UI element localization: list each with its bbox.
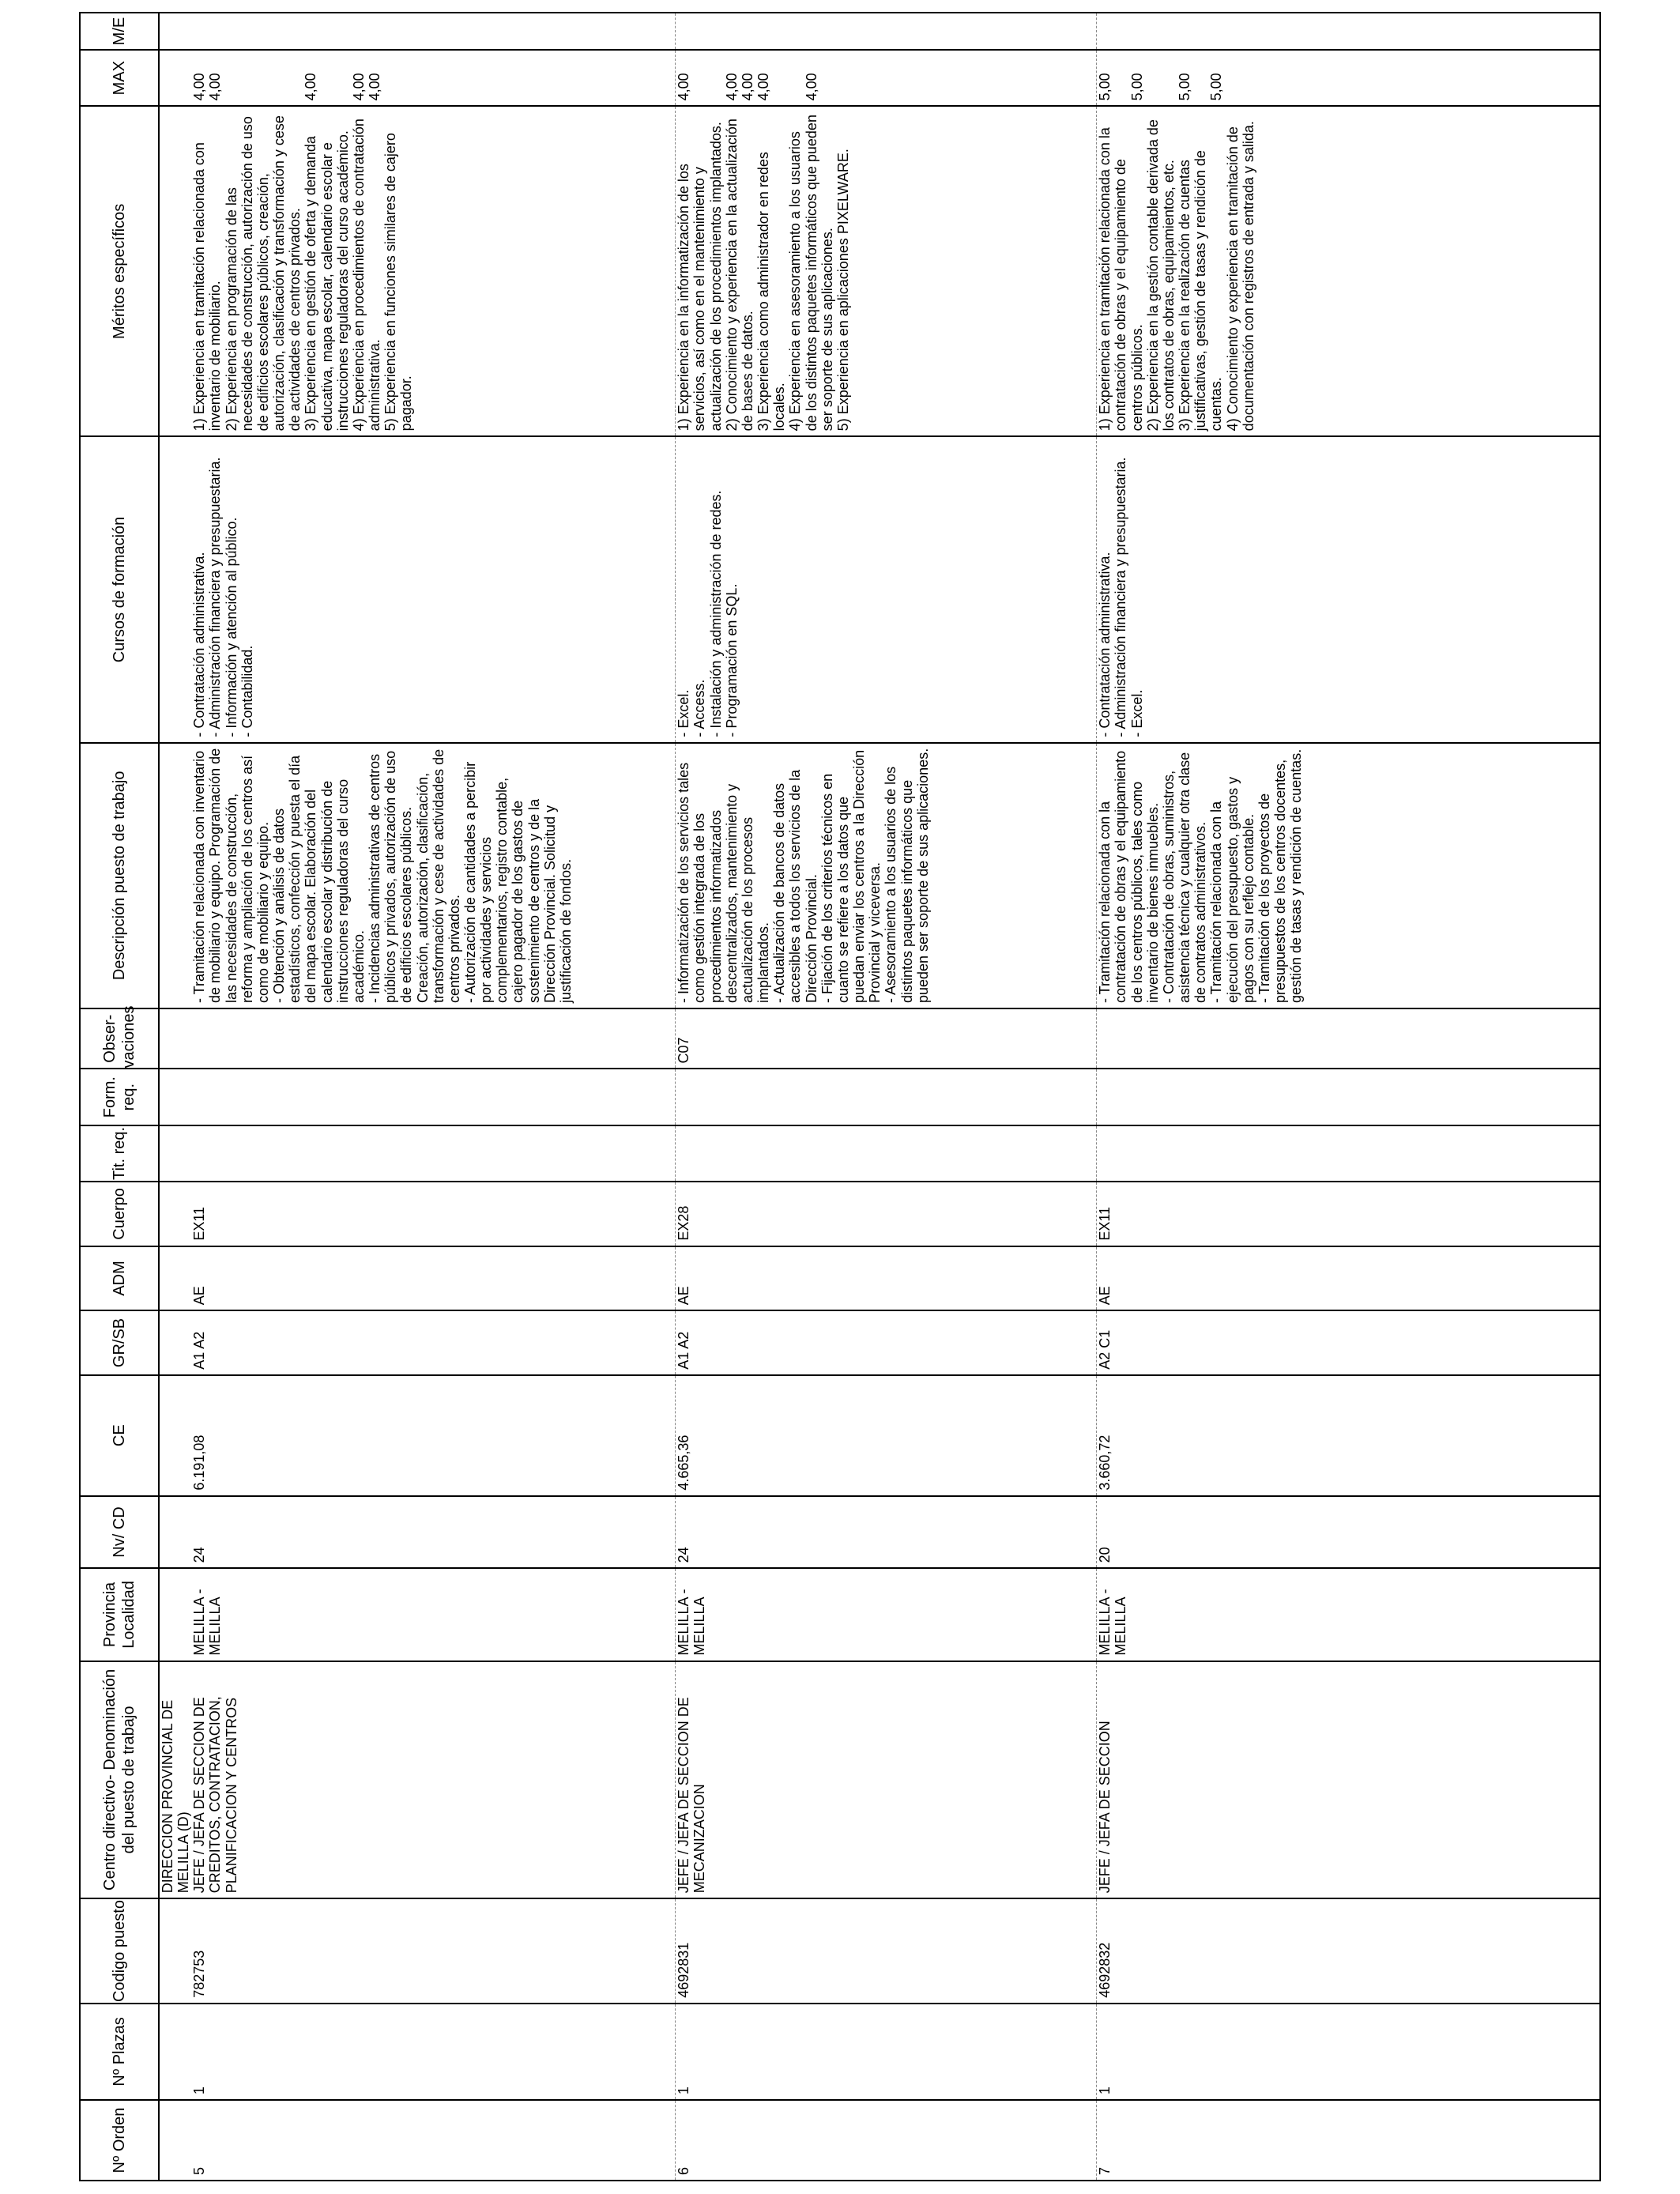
curso-item: - Contratación administrativa.: [1097, 552, 1113, 737]
nivel-cell: 24: [191, 1496, 676, 1569]
ce-cell: 6.191,08: [191, 1375, 676, 1496]
grsb-cell: A1 A2: [191, 1310, 676, 1375]
merito-item: 4) Experiencia en procedimientos de contratación administrativa.: [350, 115, 383, 432]
merito-item: 4) Experiencia en asesoramiento a los usuarios de los distintos paquetes informáticos que pueden ser soporte de sus aplicaciones.: [787, 111, 835, 432]
form-cell: [676, 1069, 1097, 1125]
orden-cell: 7: [1097, 2100, 1601, 2181]
centro-directivo-row: [159, 13, 191, 2181]
orden-cell: 5: [191, 2100, 676, 2181]
cuerpo-cell: EX11: [191, 1182, 676, 1246]
curso-item: - Access.: [691, 679, 708, 737]
merito-item: 3) Experiencia como administrador en redes locales.: [755, 148, 788, 432]
merito-item: 1) Experiencia en tramitación relacionada con inventario de mobiliario.: [191, 138, 224, 432]
cuerpo-cell: EX11: [1097, 1182, 1601, 1246]
adm-cell: AE: [191, 1246, 676, 1311]
ce-cell: 3.660,72: [1097, 1375, 1601, 1496]
cursos-cell: [191, 436, 676, 742]
centro-directivo: DIRECCION PROVINCIAL DE MELILLA (D): [159, 1661, 191, 1899]
me-cell: [1097, 13, 1601, 50]
plazas-cell: 1: [1097, 2004, 1601, 2100]
merito-item: 2) Conocimiento y experiencia en la actualización de bases de datos.: [723, 115, 755, 432]
denominacion-cell: JEFE / JEFA DE SECCION DE MECANIZACION: [676, 1661, 1097, 1899]
max-cell: 5,00 5,00 5,00 5,00: [1097, 50, 1601, 106]
orden-cell: 6: [676, 2100, 1097, 2181]
max-cell: 4,00 4,00 4,00 4,00 4,00: [191, 50, 676, 106]
header-provincia: Provincia Localidad: [80, 1568, 159, 1661]
curso-item: - Contabilidad.: [239, 645, 255, 737]
meritos-cell: [676, 106, 1097, 436]
me-cell: [676, 13, 1097, 50]
header-plazas: Nº Plazas: [80, 2004, 159, 2100]
header-me: M/E: [80, 13, 159, 50]
curso-item: - Programación en SQL.: [723, 583, 740, 737]
grsb-cell: A2 C1: [1097, 1310, 1601, 1375]
header-obs: Obser- vaciones: [80, 1008, 159, 1069]
codigo-cell: 4692832: [1097, 1898, 1601, 2004]
max-cell: 4,00 4,00 4,00 4,00 4,00: [676, 50, 1097, 106]
descripcion-cell: [1097, 743, 1601, 1008]
form-cell: [1097, 1069, 1601, 1125]
meritos-cell: [1097, 106, 1601, 436]
merito-item: 4) Conocimiento y experiencia en tramitación de documentación con registros de entrada y salida.: [1224, 121, 1256, 432]
puestos-table: [79, 12, 1601, 2181]
header-nivel: Nv/ CD: [80, 1496, 159, 1569]
header-grsb: GR/SB: [80, 1310, 159, 1375]
codigo-cell: 4692831: [676, 1898, 1097, 2004]
descripcion-cell: [676, 743, 1097, 1008]
header-form: Form. req.: [80, 1069, 159, 1125]
obs-cell: C07: [676, 1008, 1097, 1069]
curso-item: - Excel.: [1128, 689, 1145, 737]
descripcion-cell: [191, 743, 676, 1008]
header-cursos: Cursos de formación: [80, 436, 159, 742]
header-adm: ADM: [80, 1246, 159, 1311]
header-centro: Centro directivo- Denominación del puesto de trabajo: [80, 1661, 159, 1899]
obs-cell: [1097, 1008, 1601, 1069]
plazas-cell: 1: [676, 2004, 1097, 2100]
merito-item: 1) Experiencia en tramitación relacionada con la contratación de obras y el equipamiento de centros públicos.: [1097, 123, 1145, 432]
header-orden: Nº Orden: [80, 2100, 159, 2181]
nivel-cell: 24: [676, 1496, 1097, 1569]
denominacion-cell: JEFE / JEFA DE SECCION: [1097, 1661, 1601, 1899]
plazas-cell: 1: [191, 2004, 676, 2100]
ce-cell: 4.665,36: [676, 1375, 1097, 1496]
tit-cell: [1097, 1125, 1601, 1182]
adm-cell: AE: [676, 1246, 1097, 1311]
curso-item: - Administración financiera y presupuestaria.: [207, 457, 224, 737]
provincia-cell: MELILLA - MELILLA: [676, 1568, 1097, 1661]
cuerpo-cell: EX28: [676, 1182, 1097, 1246]
merito-item: 5) Experiencia en funciones similares de cajero pagador.: [382, 129, 415, 432]
denominacion-cell: JEFE / JEFA DE SECCION DE CREDITOS, CONTRATACION, PLANIFICACION Y CENTROS: [191, 1661, 676, 1899]
form-cell: [191, 1069, 676, 1125]
merito-item: 3) Experiencia en gestión de oferta y demanda educativa, mapa escolar, calendario escolar e instrucciones reguladoras del curso académico.: [303, 130, 351, 432]
curso-item: - Excel.: [676, 689, 692, 737]
table-row: [191, 13, 676, 2181]
table-row: [1097, 13, 1601, 2181]
table-row: [676, 13, 1097, 2181]
curso-item: - Contratación administrativa.: [191, 552, 208, 737]
merito-item: 2) Experiencia en programación de las necesidades de construcción, autorización de uso de edificios escolares públicos, creación, autorización, clasificación y transformación y cese de actividades de centros privados.: [223, 111, 303, 432]
header-descripcion: Descripción puesto de trabajo: [80, 743, 159, 1008]
merito-item: 3) Experiencia en la realización de cuentas justificativas, gestión de tasas y rendición de cuentas.: [1177, 146, 1225, 432]
descripcion-text: - Tramitación relacionada con inventario de mobiliario y equipo. Programación de las necesidades de construcción, reforma y ampliación de los centros así como de mobiliario y equipo. - Obtención y análisis de datos estadísticos, confección y puesta el día del mapa escolar. Elaboración del calendario escolar y distribución de instrucciones reguladoras del curso académico. - Incidencias administrativas de centros públicos y privados, autorización de uso de edificios escolares públicos. Creación, autorización, clasificación, transformación y cese de actividades de centros privados. - Autorización de cantidades a percibir por actividades y servicios complementarios, registro contable, cajero pagador de los gastos de sostenimiento de centros y de la Dirección Provincial. Solicitud y justificación de fondos.: [191, 748, 574, 1004]
provincia-cell: MELILLA - MELILLA: [1097, 1568, 1601, 1661]
adm-cell: AE: [1097, 1246, 1601, 1311]
header-meritos: Méritos específicos: [80, 106, 159, 436]
codigo-cell: 782753: [191, 1898, 676, 2004]
header-codigo: Codigo puesto: [80, 1898, 159, 2004]
header-tit: Tit. req.: [80, 1125, 159, 1182]
meritos-cell: [191, 106, 676, 436]
obs-cell: [191, 1008, 676, 1069]
merito-item: 2) Experiencia en la gestión contable derivada de los contratos de obras, equipamientos, etc.: [1144, 115, 1177, 432]
descripcion-text: - Tramitación relacionada con la contratación de obras y el equipamiento de los centros públicos, tales como inventario de bienes inmuebles. - Contratación de obras, suministros, asistencia técnica y cualquier otra clase de contratos administrativos. - Tramitación relacionada con la ejecución del presupuesto, gastos y pagos con su reflejo contable. - Tramitación de los proyectos de presupuestos de los centros docentes, gestión de tasas y rendición de cuentas.: [1097, 748, 1305, 1004]
descripcion-text: - Informatización de los servicios tales como gestión integrada de los procedimientos informatizados descentralizados, mantenimiento y actualización de los procesos implantados. - Actualización de bancos de datos accesibles a todos los servicios de la Dirección Provincial. - Fijación de los criterios técnicos en cuanto se refiere a los datos que puedan enviar los centros a la Dirección Provincial y viceversa. - Asesoramiento a los usuarios de los distintos paquetes informáticos que pueden ser soporte de sus aplicaciones.: [676, 748, 931, 1004]
provincia-cell: MELILLA - MELILLA: [191, 1568, 676, 1661]
cursos-cell: [676, 436, 1097, 742]
merito-item: 1) Experiencia en la informatización de los servicios, así como en el mantenimiento y actualización de los procedimientos implantados.: [676, 122, 724, 432]
curso-item: - Administración financiera y presupuestaria.: [1113, 457, 1129, 737]
tit-cell: [191, 1125, 676, 1182]
curso-item: - Instalación y administración de redes.: [707, 490, 724, 737]
me-cell: [191, 13, 676, 50]
header-row: [80, 13, 159, 2181]
tit-cell: [676, 1125, 1097, 1182]
grsb-cell: A1 A2: [676, 1310, 1097, 1375]
cursos-cell: [1097, 436, 1601, 742]
header-max: MAX: [80, 50, 159, 106]
header-ce: CE: [80, 1375, 159, 1496]
nivel-cell: 20: [1097, 1496, 1601, 1569]
header-cuerpo: Cuerpo: [80, 1182, 159, 1246]
merito-item: 5) Experiencia en aplicaciones PIXELWARE.: [834, 149, 851, 432]
curso-item: - Información y atención al público.: [223, 517, 239, 737]
